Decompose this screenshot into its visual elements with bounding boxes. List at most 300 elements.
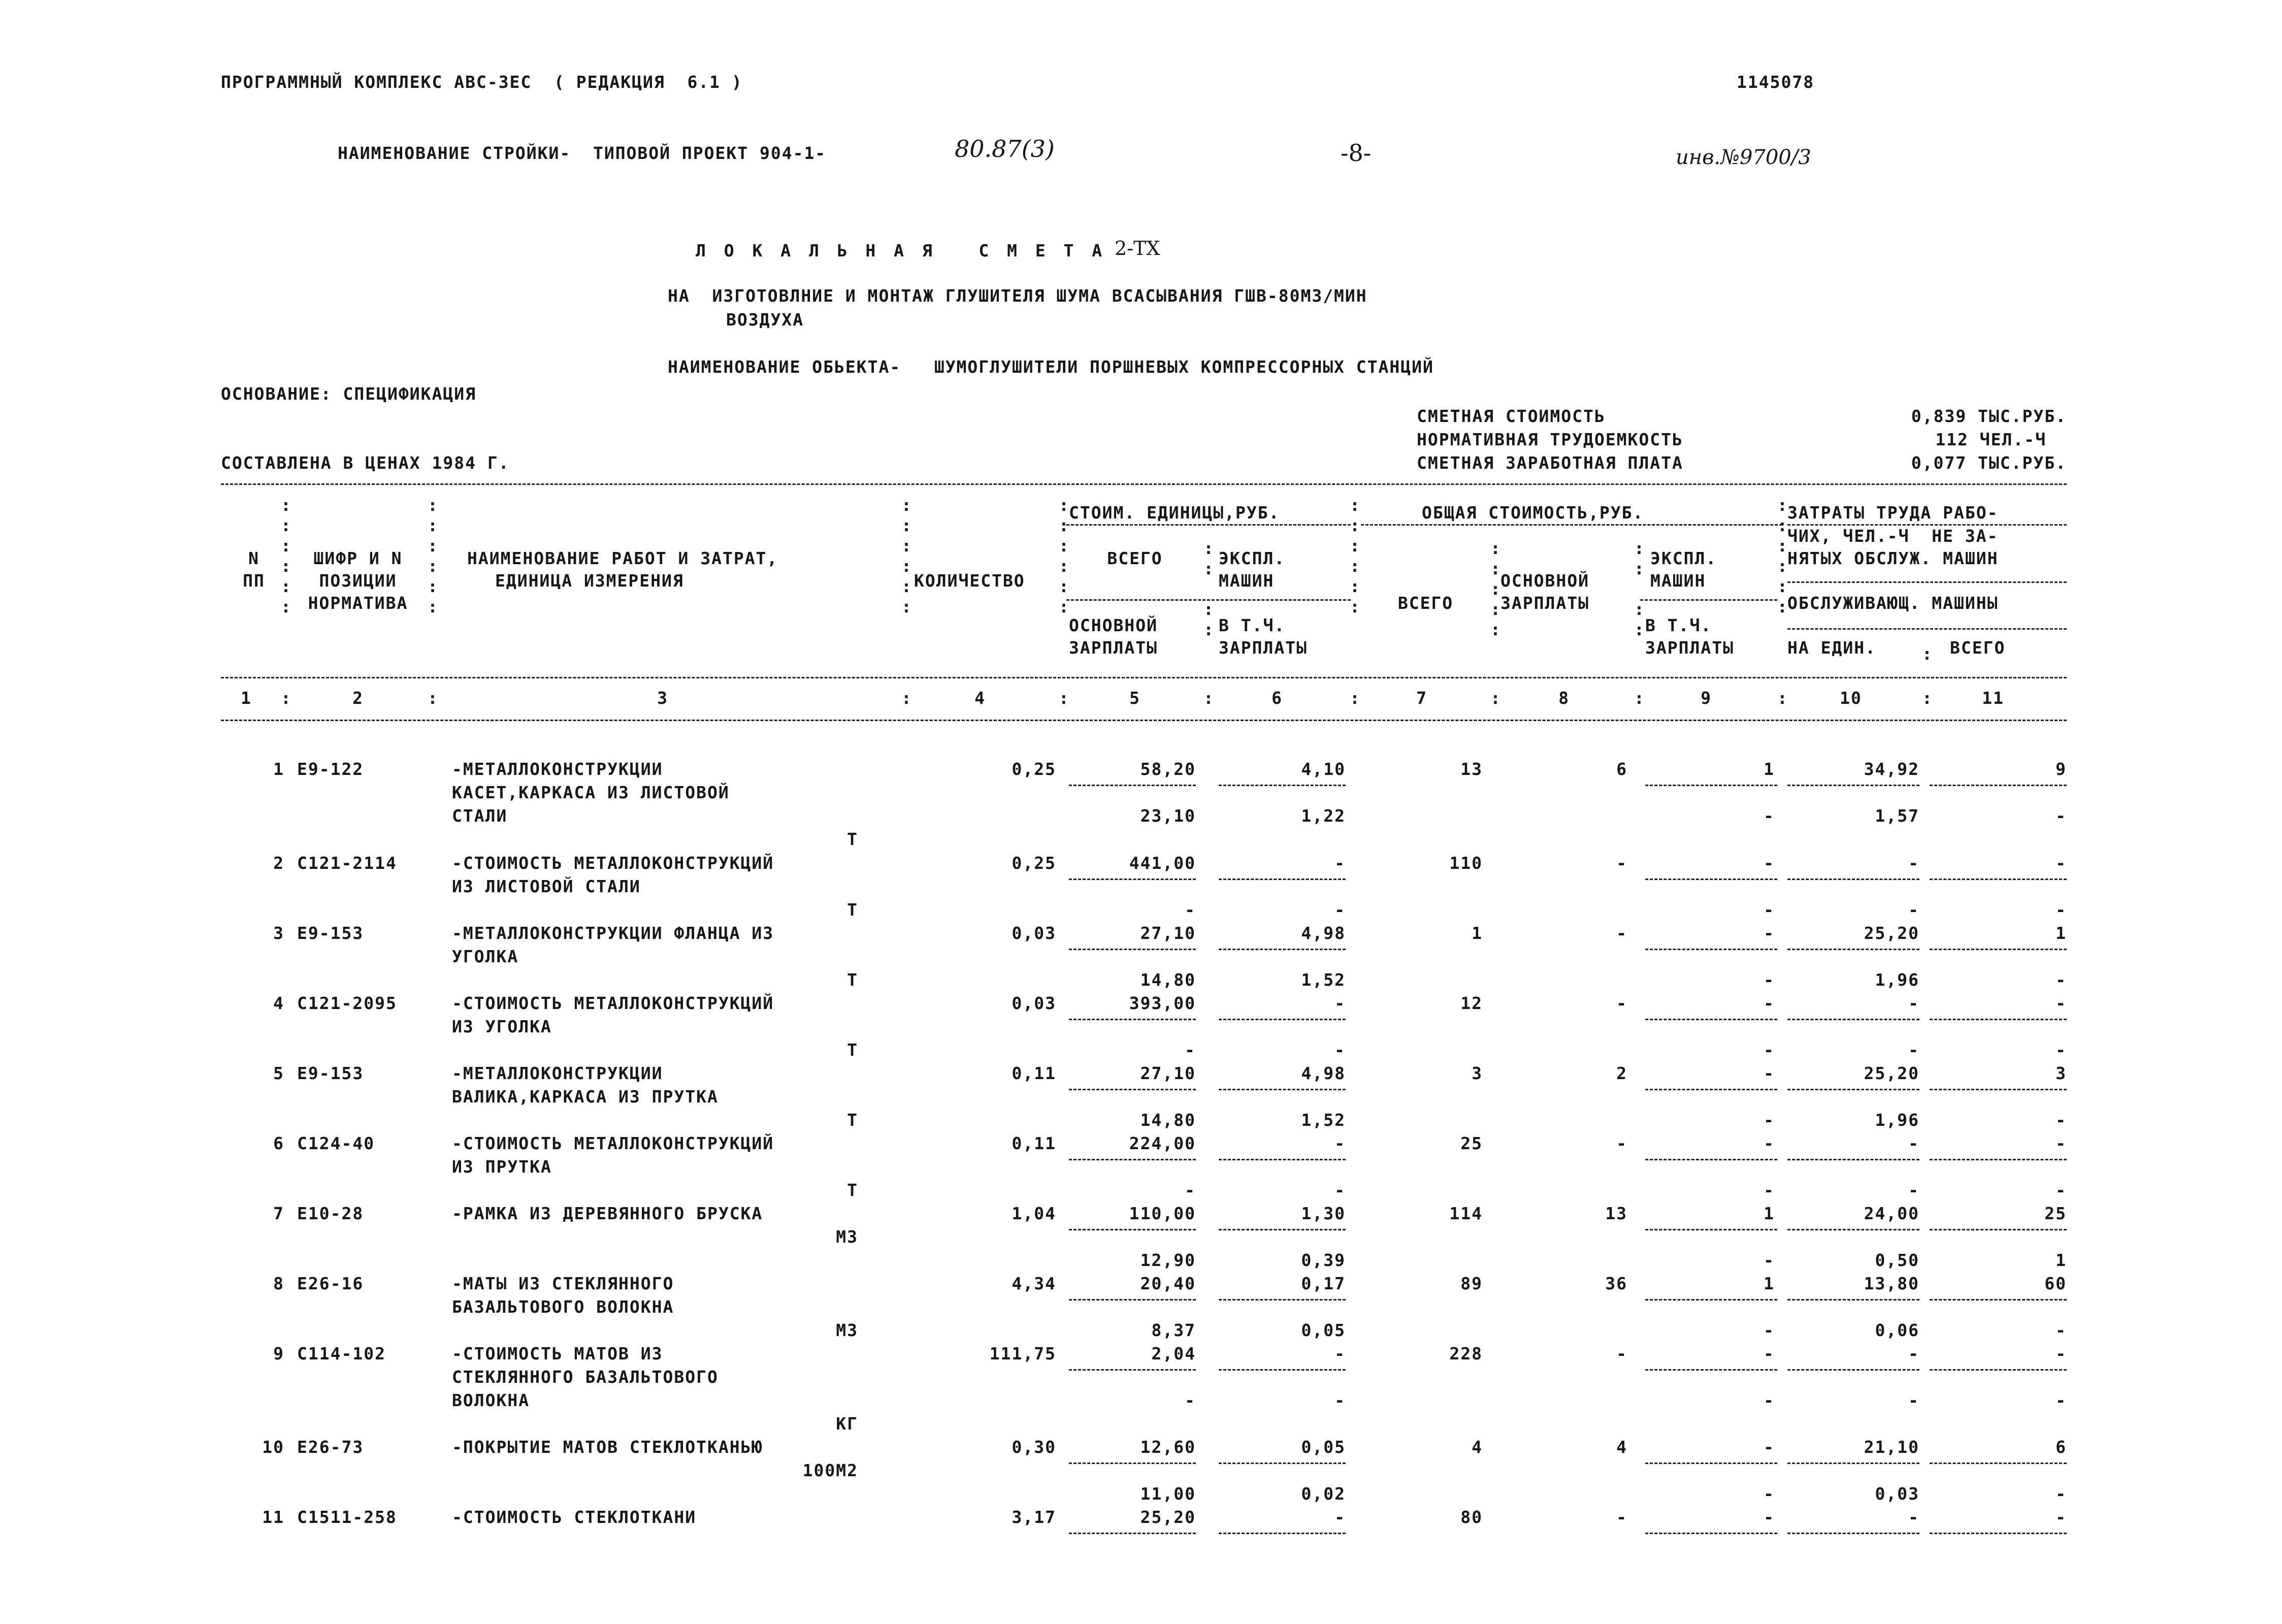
row-labor-total: 1: [2056, 923, 2067, 943]
cell-rule: [1787, 785, 1919, 786]
row-number: 3: [273, 923, 284, 943]
hdr-c9-top-b: МАШИН: [1650, 571, 1706, 591]
column-number-separator: :: [901, 688, 912, 708]
row-machine-wages: -: [1764, 1390, 1775, 1410]
cell-rule: [1645, 1229, 1777, 1230]
row-unit-machines: -: [1334, 1507, 1346, 1527]
summary-label-0: СМЕТНАЯ СТОИМОСТЬ: [1417, 406, 1606, 426]
labor-rule-1: [1787, 524, 2067, 526]
row-name-line: -МАТЫ ИЗ СТЕКЛЯННОГО: [452, 1274, 674, 1293]
sep-7: : : : : :: [1490, 538, 1501, 639]
unit-cost-mid-rule: [1066, 599, 1351, 601]
row-unit: Т: [847, 829, 858, 849]
row-quantity: 0,11: [1012, 1063, 1056, 1083]
hdr-unit-cost: СТОИМ. ЕДИНИЦЫ,РУБ.: [1069, 503, 1280, 523]
row-total-wages: -: [1616, 853, 1627, 873]
header-top-rule: [221, 483, 2067, 485]
row-quantity: 0,03: [1012, 923, 1056, 943]
row-number: 4: [273, 993, 284, 1013]
row-labor-total: 3: [2056, 1063, 2067, 1083]
row-total: 4: [1472, 1437, 1483, 1457]
row-unit-total: 58,20: [1140, 759, 1196, 779]
cell-rule: [1645, 1369, 1777, 1371]
sep-6: : : : : : :: [1350, 495, 1360, 616]
hdr-c6-bot-b: ЗАРПЛАТЫ: [1219, 638, 1308, 658]
cell-rule: [1645, 1533, 1777, 1534]
cell-rule: [1645, 1159, 1777, 1160]
hdr-labor-c: НЯТЫХ ОБСЛУЖ. МАШИН: [1787, 548, 1999, 568]
cell-rule: [1069, 879, 1196, 880]
row-unit-machines: 4,10: [1301, 759, 1346, 779]
row-machine-wages: -: [1764, 1320, 1775, 1340]
row-name-line: -СТОИМОСТЬ МАТОВ ИЗ: [452, 1344, 663, 1363]
row-labor-unit: 34,92: [1864, 759, 1919, 779]
cell-rule: [1645, 1463, 1777, 1464]
column-number: 1: [241, 688, 252, 708]
row-quantity: 1,04: [1012, 1204, 1056, 1223]
hdr-c7: ВСЕГО: [1397, 593, 1454, 613]
row-machine-wages: -: [1764, 1484, 1775, 1504]
row-code: С121-2095: [297, 993, 397, 1013]
row-quantity: 0,11: [1012, 1133, 1056, 1153]
row-unit-machines: 0,17: [1301, 1274, 1346, 1293]
row-labor-total: -: [2056, 853, 2067, 873]
row-code: С124-40: [297, 1133, 375, 1153]
row-machine-labor-unit: -: [1908, 1040, 1919, 1060]
hdr-c3-a: НАИМЕНОВАНИЕ РАБОТ И ЗАТРАТ,: [467, 548, 778, 568]
summary-value-1: 112 ЧЕЛ.-Ч: [1935, 430, 2046, 449]
row-unit-total: 224,00: [1129, 1133, 1196, 1153]
cell-rule: [1219, 1019, 1346, 1020]
total-cost-rule: [1361, 524, 1782, 526]
row-number: 6: [273, 1133, 284, 1153]
row-code: Е10-28: [297, 1204, 364, 1223]
row-unit-wages: 12,90: [1140, 1250, 1196, 1270]
row-total: 3: [1472, 1063, 1483, 1083]
row-machine-labor-total: -: [2056, 806, 2067, 826]
column-number-separator: :: [1203, 688, 1215, 708]
row-name-line: УГОЛКА: [452, 947, 519, 966]
cell-rule: [1930, 785, 2067, 786]
hdr-labor-a: ЗАТРАТЫ ТРУДА РАБО-: [1787, 503, 1999, 523]
column-number-separator: :: [1922, 688, 1933, 708]
row-name-line: БАЗАЛЬТОВОГО ВОЛОКНА: [452, 1297, 674, 1317]
column-number-separator: :: [1634, 688, 1645, 708]
row-labor-total: 9: [2056, 759, 2067, 779]
hdr-c3-b: ЕДИНИЦА ИЗМЕРЕНИЯ: [495, 571, 684, 591]
cell-rule: [1930, 1463, 2067, 1464]
estimate-title: Л О К А Л Ь Н А Я С М Е Т А: [696, 241, 1106, 261]
row-labor-unit: -: [1908, 1507, 1919, 1527]
row-machine-labor-unit: -: [1908, 1390, 1919, 1410]
cell-rule: [1930, 1089, 2067, 1090]
cell-rule: [1219, 949, 1346, 950]
cell-rule: [1787, 1299, 1919, 1301]
header-bottom-rule: [221, 677, 2067, 678]
row-total-machines: -: [1764, 923, 1775, 943]
cell-rule: [1645, 1089, 1777, 1090]
cell-rule: [1787, 1369, 1919, 1371]
cell-rule: [1219, 785, 1346, 786]
row-unit: Т: [847, 1180, 858, 1200]
row-name-line: -СТОИМОСТЬ СТЕКЛОТКАНИ: [452, 1507, 697, 1527]
row-total-machines: -: [1764, 1133, 1775, 1153]
row-unit-machines: 1,30: [1301, 1204, 1346, 1223]
column-number: 6: [1272, 688, 1283, 708]
cell-rule: [1645, 949, 1777, 950]
row-unit-wages: 14,80: [1140, 1110, 1196, 1130]
row-machine-labor-total: -: [2056, 1320, 2067, 1340]
row-name-line: ВАЛИКА,КАРКАСА ИЗ ПРУТКА: [452, 1087, 719, 1107]
row-total-machines: 1: [1764, 759, 1775, 779]
unit-cost-rule: [1066, 524, 1351, 526]
sep-9: : : : : : :: [1777, 495, 1787, 616]
cell-rule: [1930, 949, 2067, 950]
row-quantity: 3,17: [1012, 1507, 1056, 1527]
row-machine-labor-unit: 0,50: [1875, 1250, 1919, 1270]
row-code: Е9-153: [297, 1063, 364, 1083]
row-unit-machine-wages: -: [1334, 900, 1346, 920]
row-number: 11: [262, 1507, 284, 1527]
row-total: 110: [1449, 853, 1483, 873]
row-unit-machine-wages: 1,52: [1301, 970, 1346, 990]
row-name-line: -СТОИМОСТЬ МЕТАЛЛОКОНСТРУКЦИЙ: [452, 1133, 774, 1153]
row-total-wages: -: [1616, 1344, 1627, 1363]
row-machine-wages: -: [1764, 900, 1775, 920]
hdr-c1-b: ПП: [243, 571, 265, 591]
row-quantity: 0,03: [1012, 993, 1056, 1013]
labor-rule-2: [1787, 581, 2067, 583]
row-total: 114: [1449, 1204, 1483, 1223]
row-total-wages: 4: [1616, 1437, 1627, 1457]
cell-rule: [1069, 1019, 1196, 1020]
row-machine-labor-total: 1: [2056, 1250, 2067, 1270]
construction-handwritten: 80.87(3): [955, 135, 1055, 163]
cell-rule: [1787, 1019, 1919, 1020]
hdr-c9-bot-a: В Т.Ч.: [1645, 615, 1712, 635]
column-number-separator: :: [1490, 688, 1502, 708]
cell-rule: [1930, 1229, 2067, 1230]
cell-rule: [1069, 1299, 1196, 1301]
row-total: 1: [1472, 923, 1483, 943]
row-unit-machine-wages: -: [1334, 1040, 1346, 1060]
row-total-wages: 6: [1616, 759, 1627, 779]
column-number: 11: [1982, 688, 2004, 708]
hdr-c4: КОЛИЧЕСТВО: [914, 571, 1025, 591]
column-number-separator: :: [281, 688, 292, 708]
row-unit-machines: 4,98: [1301, 1063, 1346, 1083]
row-total-wages: -: [1616, 1133, 1627, 1153]
cell-rule: [1069, 1369, 1196, 1371]
row-unit-total: 20,40: [1140, 1274, 1196, 1293]
c9-mid-rule: [1640, 599, 1777, 601]
construction-label: НАИМЕНОВАНИЕ СТРОЙКИ- ТИПОВОЙ ПРОЕКТ 904-1-: [338, 143, 827, 163]
summary-value-2: 0,077 ТЫС.РУБ.: [1911, 453, 2067, 473]
cell-rule: [1219, 1533, 1346, 1534]
row-unit: М3: [836, 1320, 858, 1340]
row-machine-labor-total: -: [2056, 970, 2067, 990]
program-title: ПРОГРАММНЫЙ КОМПЛЕКС АВС-ЗЕС ( РЕДАКЦИЯ 6.1 ): [221, 72, 743, 92]
row-unit-wages: -: [1185, 1180, 1196, 1200]
row-number: 5: [273, 1063, 284, 1083]
row-machine-wages: -: [1764, 806, 1775, 826]
cell-rule: [1930, 1159, 2067, 1160]
row-unit: Т: [847, 900, 858, 920]
row-unit-machines: -: [1334, 1344, 1346, 1363]
cell-rule: [1787, 879, 1919, 880]
row-total-machines: -: [1764, 993, 1775, 1013]
row-name-line: -МЕТАЛЛОКОНСТРУКЦИИ ФЛАНЦА ИЗ: [452, 923, 774, 943]
row-unit-total: 110,00: [1129, 1204, 1196, 1223]
cell-rule: [1069, 1229, 1196, 1230]
row-name-line: -СТОИМОСТЬ МЕТАЛЛОКОНСТРУКЦИЙ: [452, 993, 774, 1013]
hdr-c9-top-a: ЭКСПЛ.: [1650, 548, 1717, 568]
row-labor-unit: -: [1908, 993, 1919, 1013]
cell-rule: [1219, 1159, 1346, 1160]
row-labor-total: 6: [2056, 1437, 2067, 1457]
row-unit-machine-wages: 0,39: [1301, 1250, 1346, 1270]
row-total-wages: -: [1616, 1507, 1627, 1527]
row-name-line: СТАЛИ: [452, 806, 508, 826]
summary-value-0: 0,839 ТЫС.РУБ.: [1911, 406, 2067, 426]
hdr-c1-a: N: [248, 548, 259, 568]
cell-rule: [1645, 785, 1777, 786]
row-labor-unit: -: [1908, 1133, 1919, 1153]
row-code: С114-102: [297, 1344, 386, 1363]
cell-rule: [1930, 1019, 2067, 1020]
row-total-machines: -: [1764, 1507, 1775, 1527]
colnum-bottom-rule: [221, 720, 2067, 721]
row-unit-total: 393,00: [1129, 993, 1196, 1013]
row-labor-total: -: [2056, 1344, 2067, 1363]
column-number-separator: :: [1350, 688, 1361, 708]
row-unit-total: 27,10: [1140, 923, 1196, 943]
row-unit-machine-wages: 1,22: [1301, 806, 1346, 826]
row-name-line: ИЗ ПРУТКА: [452, 1157, 552, 1177]
cell-rule: [1645, 1019, 1777, 1020]
row-total: 13: [1460, 759, 1483, 779]
row-labor-unit: 21,10: [1864, 1437, 1919, 1457]
labor-rule-3: [1787, 628, 2067, 630]
row-name-line: КАСЕТ,КАРКАСА ИЗ ЛИСТОВОЙ: [452, 783, 730, 802]
row-machine-labor-unit: 1,96: [1875, 1110, 1919, 1130]
row-labor-unit: 25,20: [1864, 923, 1919, 943]
inventory-mark: инв.№9700/3: [1676, 146, 1811, 169]
row-name-line: ВОЛОКНА: [452, 1390, 530, 1410]
row-number: 2: [273, 853, 284, 873]
row-unit-wages: 23,10: [1140, 806, 1196, 826]
cell-rule: [1069, 1533, 1196, 1534]
cell-rule: [1219, 1299, 1346, 1301]
row-unit-wages: 11,00: [1140, 1484, 1196, 1504]
cell-rule: [1787, 1159, 1919, 1160]
row-code: Е9-153: [297, 923, 364, 943]
hdr-c5-bot-b: ЗАРПЛАТЫ: [1069, 638, 1158, 658]
sep-8: : : : :: [1634, 538, 1644, 639]
row-unit: Т: [847, 1110, 858, 1130]
column-number-separator: :: [428, 688, 439, 708]
cell-rule: [1645, 1299, 1777, 1301]
row-name-line: СТЕКЛЯННОГО БАЗАЛЬТОВОГО: [452, 1367, 719, 1387]
row-quantity: 0,30: [1012, 1437, 1056, 1457]
cell-rule: [1787, 1229, 1919, 1230]
row-number: 8: [273, 1274, 284, 1293]
row-unit-machines: 4,98: [1301, 923, 1346, 943]
row-code: Е26-16: [297, 1274, 364, 1293]
row-total-wages: -: [1616, 923, 1627, 943]
column-number: 3: [657, 688, 668, 708]
document-number: 1145078: [1737, 72, 1815, 92]
column-number-separator: :: [1059, 688, 1070, 708]
row-unit-machines: -: [1334, 853, 1346, 873]
cell-rule: [1219, 1369, 1346, 1371]
row-unit-wages: 8,37: [1151, 1320, 1196, 1340]
row-name-line: ИЗ ЛИСТОВОЙ СТАЛИ: [452, 876, 641, 896]
hdr-c2-c: НОРМАТИВА: [308, 593, 408, 613]
hdr-c11: ВСЕГО: [1950, 638, 2006, 658]
column-number: 9: [1701, 688, 1712, 708]
row-machine-wages: -: [1764, 1040, 1775, 1060]
cell-rule: [1219, 1463, 1346, 1464]
cell-rule: [1069, 1463, 1196, 1464]
column-number: 2: [352, 688, 364, 708]
subject-line-1: НА ИЗГОТОВЛНИЕ И МОНТАЖ ГЛУШИТЕЛЯ ШУМА ВСАСЫВАНИЯ ГШВ-80М3/МИН: [668, 286, 1367, 306]
cell-rule: [1930, 1369, 2067, 1371]
row-labor-total: -: [2056, 1133, 2067, 1153]
row-number: 1: [273, 759, 284, 779]
row-labor-unit: 24,00: [1864, 1204, 1919, 1223]
row-code: Е9-122: [297, 759, 364, 779]
row-machine-wages: -: [1764, 1110, 1775, 1130]
column-number: 7: [1416, 688, 1427, 708]
hdr-c2-a: ШИФР И N: [313, 548, 403, 568]
row-quantity: 0,25: [1012, 759, 1056, 779]
row-labor-unit: 25,20: [1864, 1063, 1919, 1083]
row-name-line: -МЕТАЛЛОКОНСТРУКЦИИ: [452, 759, 663, 779]
row-code: С1511-258: [297, 1507, 397, 1527]
row-quantity: 111,75: [989, 1344, 1056, 1363]
row-machine-labor-unit: 1,57: [1875, 806, 1919, 826]
row-machine-labor-unit: -: [1908, 1180, 1919, 1200]
row-machine-wages: -: [1764, 1180, 1775, 1200]
row-total-machines: -: [1764, 1063, 1775, 1083]
row-machine-wages: -: [1764, 970, 1775, 990]
row-code: Е26-73: [297, 1437, 364, 1457]
row-total: 89: [1460, 1274, 1483, 1293]
cell-rule: [1069, 1089, 1196, 1090]
row-labor-total: 25: [2044, 1204, 2067, 1223]
row-labor-unit: 13,80: [1864, 1274, 1919, 1293]
column-number: 10: [1840, 688, 1862, 708]
row-total-wages: -: [1616, 993, 1627, 1013]
row-machine-labor-unit: 0,06: [1875, 1320, 1919, 1340]
row-quantity: 0,25: [1012, 853, 1056, 873]
sep-5: : : : :: [1203, 538, 1214, 639]
basis: ОСНОВАНИЕ: СПЕЦИФИКАЦИЯ: [221, 384, 476, 404]
row-total-machines: 1: [1764, 1204, 1775, 1223]
cell-rule: [1219, 1089, 1346, 1090]
column-number: 5: [1129, 688, 1140, 708]
cell-rule: [1219, 1229, 1346, 1230]
column-number: 4: [974, 688, 986, 708]
row-quantity: 4,34: [1012, 1274, 1056, 1293]
row-machine-labor-unit: -: [1908, 900, 1919, 920]
row-name-line: ИЗ УГОЛКА: [452, 1017, 552, 1036]
row-total-machines: 1: [1764, 1274, 1775, 1293]
row-name-line: -ПОКРЫТИЕ МАТОВ СТЕКЛОТКАНЬЮ: [452, 1437, 763, 1457]
row-labor-unit: -: [1908, 1344, 1919, 1363]
summary-label-2: СМЕТНАЯ ЗАРАБОТНАЯ ПЛАТА: [1417, 453, 1683, 473]
cell-rule: [1219, 879, 1346, 880]
row-total-machines: -: [1764, 1344, 1775, 1363]
cell-rule: [1069, 785, 1196, 786]
hdr-total-cost: ОБЩАЯ СТОИМОСТЬ,РУБ.: [1422, 503, 1644, 523]
row-machine-labor-unit: 1,96: [1875, 970, 1919, 990]
row-unit: М3: [836, 1227, 858, 1247]
object-name: НАИМЕНОВАНИЕ ОБЬЕКТА- ШУМОГЛУШИТЕЛИ ПОРШНЕВЫХ КОМПРЕССОРНЫХ СТАНЦИЙ: [668, 357, 1434, 377]
row-machine-labor-unit: 0,03: [1875, 1484, 1919, 1504]
row-unit-machines: -: [1334, 993, 1346, 1013]
row-machine-labor-total: -: [2056, 1180, 2067, 1200]
hdr-c10: НА ЕДИН.: [1787, 638, 1876, 658]
hdr-c5-bot-a: ОСНОВНОЙ: [1069, 615, 1158, 635]
row-total-wages: 36: [1605, 1274, 1627, 1293]
row-total: 228: [1449, 1344, 1483, 1363]
column-number: 8: [1558, 688, 1570, 708]
row-unit-total: 12,60: [1140, 1437, 1196, 1457]
row-unit: Т: [847, 1040, 858, 1060]
hdr-labor-sub: ОБСЛУЖИВАЮЩ. МАШИНЫ: [1787, 593, 1999, 613]
cell-rule: [1787, 1089, 1919, 1090]
hdr-c2-b: ПОЗИЦИИ: [319, 571, 397, 591]
cell-rule: [1069, 1159, 1196, 1160]
column-number-separator: :: [1777, 688, 1788, 708]
cell-rule: [1787, 1533, 1919, 1534]
row-unit-total: 25,20: [1140, 1507, 1196, 1527]
row-total-machines: -: [1764, 1437, 1775, 1457]
row-unit: КГ: [836, 1414, 858, 1434]
row-machine-labor-total: -: [2056, 1040, 2067, 1060]
row-labor-unit: -: [1908, 853, 1919, 873]
cell-rule: [1930, 879, 2067, 880]
cell-rule: [1069, 949, 1196, 950]
row-unit-wages: 14,80: [1140, 970, 1196, 990]
row-unit: Т: [847, 970, 858, 990]
hdr-c5-top: ВСЕГО: [1107, 548, 1163, 568]
row-labor-total: -: [2056, 1507, 2067, 1527]
row-code: С121-2114: [297, 853, 397, 873]
row-unit-total: 2,04: [1151, 1344, 1196, 1363]
cell-rule: [1930, 1533, 2067, 1534]
row-name-line: -МЕТАЛЛОКОНСТРУКЦИИ: [452, 1063, 663, 1083]
sep-2: : : : : : :: [428, 495, 438, 616]
row-number: 7: [273, 1204, 284, 1223]
row-unit-machine-wages: 0,05: [1301, 1320, 1346, 1340]
row-unit-machine-wages: -: [1334, 1390, 1346, 1410]
hdr-c8-b: ЗАРПЛАТЫ: [1501, 593, 1589, 613]
row-unit-machine-wages: 0,02: [1301, 1484, 1346, 1504]
row-unit: 100М2: [802, 1460, 858, 1480]
cell-rule: [1645, 879, 1777, 880]
row-unit-machines: -: [1334, 1133, 1346, 1153]
row-unit-total: 27,10: [1140, 1063, 1196, 1083]
row-unit-wages: -: [1185, 900, 1196, 920]
row-name-line: -СТОИМОСТЬ МЕТАЛЛОКОНСТРУКЦИЙ: [452, 853, 774, 873]
row-unit-machine-wages: -: [1334, 1180, 1346, 1200]
row-machine-labor-total: -: [2056, 1390, 2067, 1410]
hdr-c9-bot-b: ЗАРПЛАТЫ: [1645, 638, 1734, 658]
hdr-labor-b: ЧИХ, ЧЕЛ.-Ч НЕ ЗА-: [1787, 526, 1999, 546]
